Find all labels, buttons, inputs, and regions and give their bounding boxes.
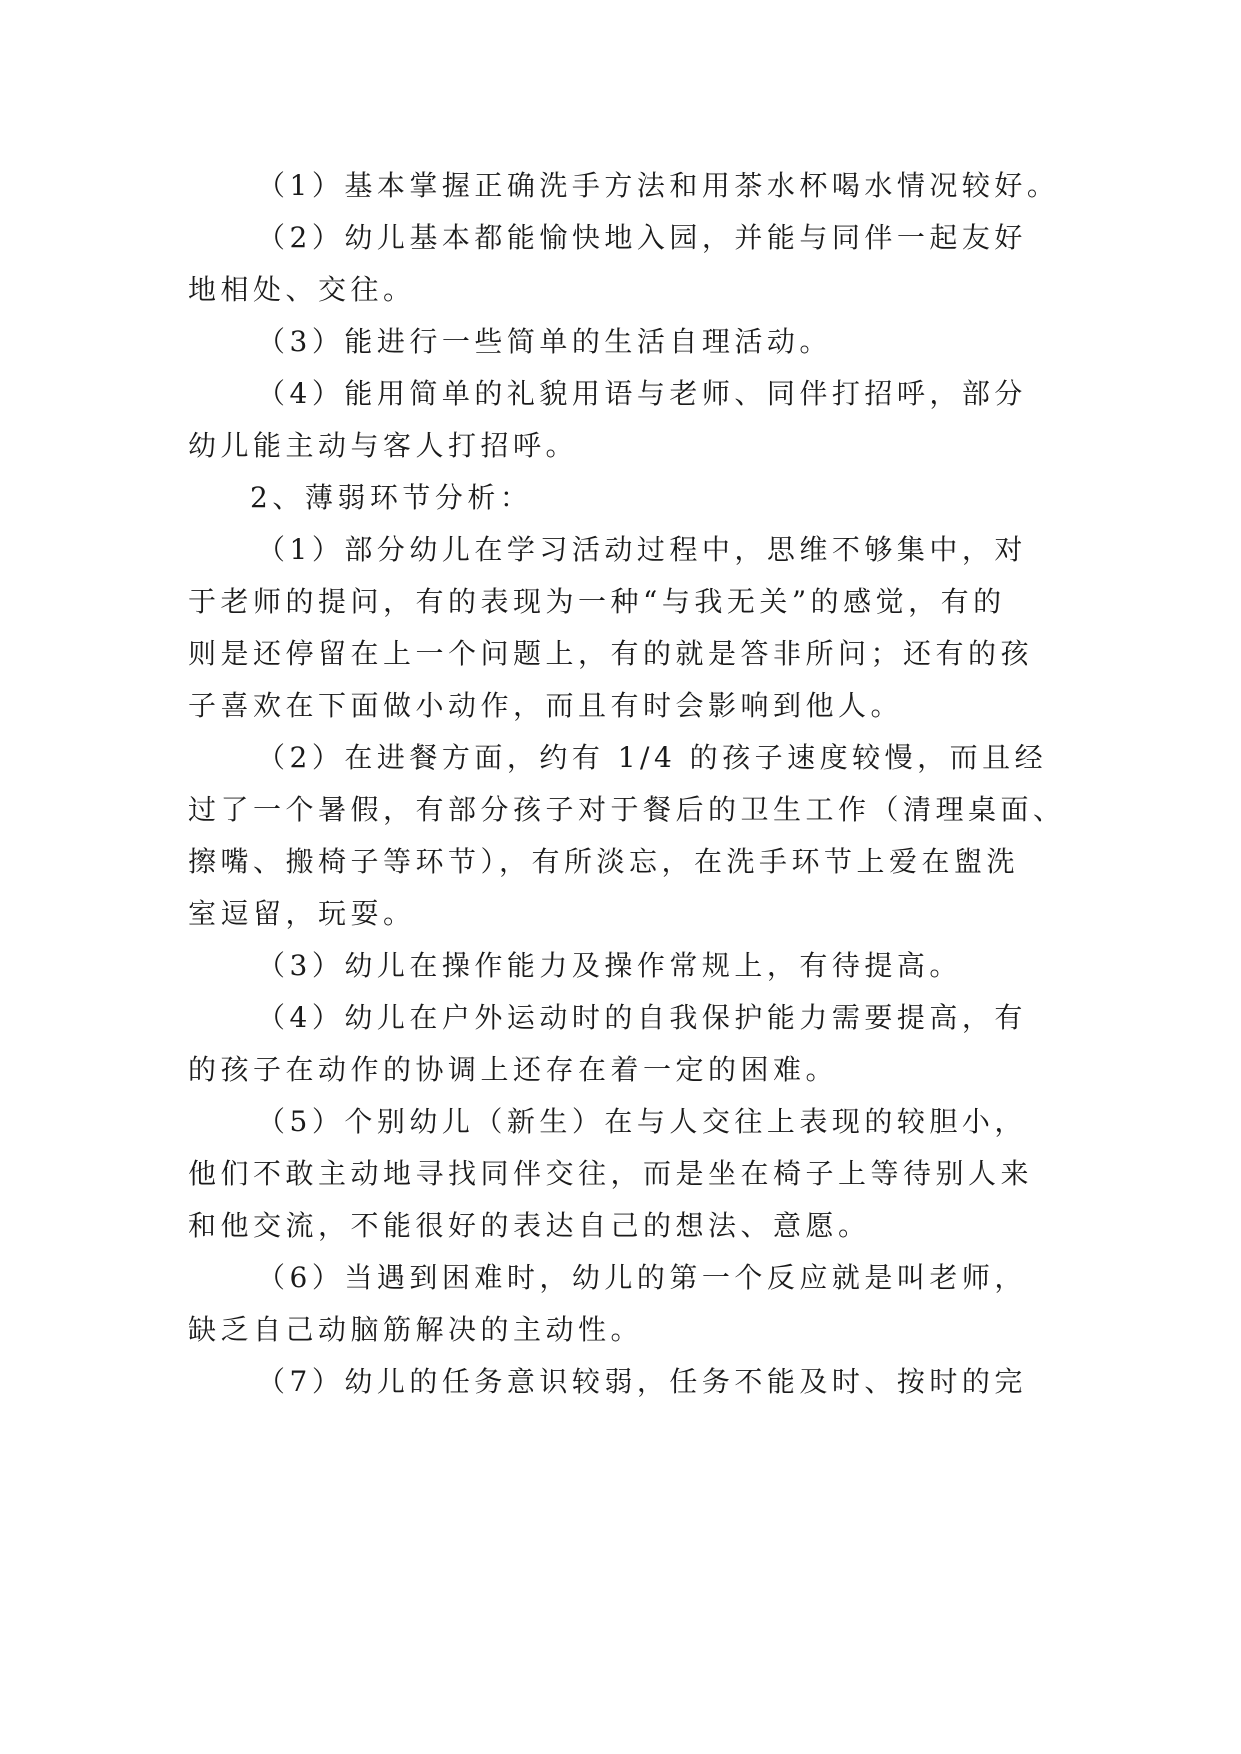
text-line-5: （4）能用简单的礼貌用语与老师、同伴打招呼，部分: [257, 377, 1027, 410]
text-line-24: （7）幼儿的任务意识较弱，任务不能及时、按时的完: [257, 1365, 1027, 1398]
text-line-11: 子喜欢在下面做小动作，而且有时会影响到他人。: [188, 689, 904, 722]
text-line-4: （3）能进行一些简单的生活自理活动。: [257, 325, 832, 358]
text-line-6: 幼儿能主动与客人打招呼。: [188, 429, 579, 462]
text-line-23: 缺乏自己动脑筋解决的主动性。: [188, 1313, 644, 1346]
text-line-1: （1）基本掌握正确洗手方法和用茶水杯喝水情况较好。: [257, 169, 1060, 202]
text-line-16: （3）幼儿在操作能力及操作常规上，有待提高。: [257, 949, 962, 982]
text-line-10: 则是还停留在上一个问题上，有的就是答非所问；还有的孩: [188, 637, 1034, 670]
text-line-13: 过了一个暑假，有部分孩子对于餐后的卫生工作（清理桌面、: [188, 793, 1066, 826]
text-line-19: （5）个别幼儿（新生）在与人交往上表现的较胆小，: [257, 1105, 1027, 1138]
text-line-20: 他们不敢主动地寻找同伴交往，而是坐在椅子上等待别人来: [188, 1157, 1034, 1190]
text-line-14: 擦嘴、搬椅子等环节），有所淡忘，在洗手环节上爱在盥洗: [188, 845, 1020, 878]
text-line-3: 地相处、交往。: [188, 273, 416, 306]
text-line-18: 的孩子在动作的协调上还存在着一定的困难。: [188, 1053, 839, 1086]
text-line-15: 室逗留，玩耍。: [188, 897, 416, 930]
text-line-21: 和他交流，不能很好的表达自己的想法、意愿。: [188, 1209, 871, 1242]
text-line-17: （4）幼儿在户外运动时的自我保护能力需要提高，有: [257, 1001, 1027, 1034]
text-line-2: （2）幼儿基本都能愉快地入园，并能与同伴一起友好: [257, 221, 1027, 254]
text-line-22: （6）当遇到困难时，幼儿的第一个反应就是叫老师，: [257, 1261, 1027, 1294]
text-line-8: （1）部分幼儿在学习活动过程中，思维不够集中，对: [257, 533, 1027, 566]
section-heading: 2、薄弱环节分析：: [250, 481, 533, 514]
text-line-12: （2）在进餐方面，约有 1/4 的孩子速度较慢，而且经: [257, 741, 1048, 774]
text-line-9: 于老师的提问，有的表现为一种“与我无关”的感觉，有的: [188, 585, 1006, 618]
